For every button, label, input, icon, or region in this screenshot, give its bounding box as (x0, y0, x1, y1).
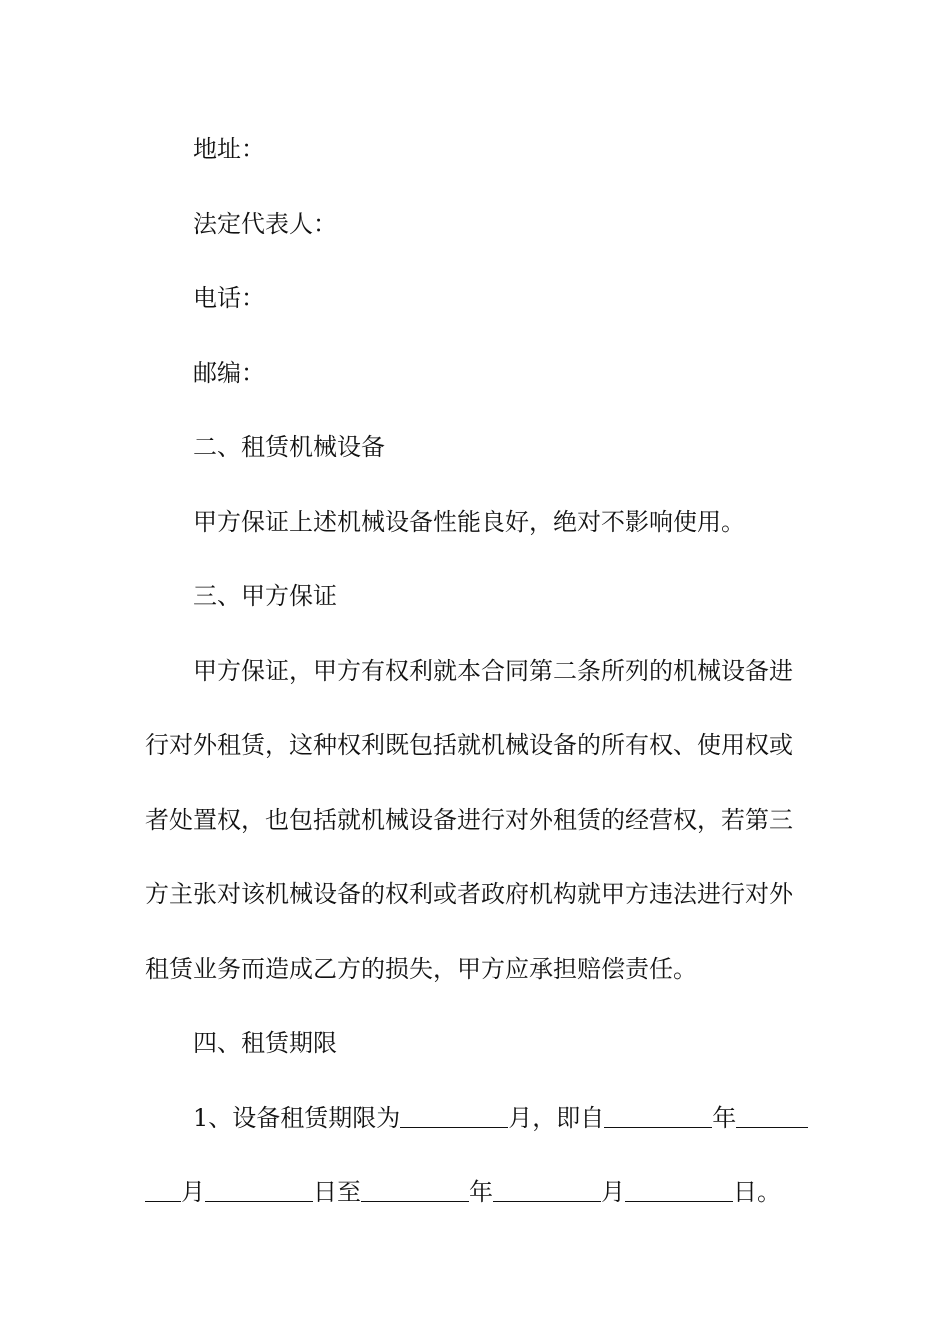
section-3-line: 甲方保证，甲方有权利就本合同第二条所列的机械设备进 (193, 656, 793, 685)
start-year-blank (604, 1105, 712, 1128)
legal-representative-label: 法定代表人： (193, 209, 337, 238)
term-month-word: 月，即自 (508, 1103, 605, 1132)
end-day-blank (625, 1179, 733, 1202)
section-3-heading: 三、甲方保证 (193, 582, 337, 610)
end-year-blank (361, 1179, 469, 1202)
section-4-heading: 四、租赁期限 (193, 1029, 337, 1057)
term-months-blank (400, 1105, 508, 1128)
end-month-blank (493, 1179, 601, 1202)
section-3-line: 行对外租赁，这种权利既包括就机械设备的所有权、使用权或 (145, 731, 793, 759)
section-2-text: 甲方保证上述机械设备性能良好，绝对不影响使用。 (193, 507, 745, 536)
address-label: 地址： (193, 135, 265, 163)
phone-label: 电话： (193, 284, 265, 312)
section-3-line: 方主张对该机械设备的权利或者政府机构就甲方违法进行对外 (145, 880, 793, 908)
document-body (145, 112, 815, 1230)
start-month-blank-part2 (145, 1179, 181, 1202)
end-month-word: 月 (601, 1178, 625, 1206)
end-year-word: 年 (469, 1178, 493, 1206)
section-3-line: 者处置权，也包括就机械设备进行对外租赁的经营权，若第三 (145, 805, 793, 834)
start-day-blank (205, 1179, 313, 1202)
postcode-label: 邮编： (193, 358, 265, 387)
start-month-word: 月 (181, 1178, 205, 1206)
start-year-word: 年 (712, 1103, 737, 1132)
start-month-blank-part1 (736, 1105, 808, 1128)
section-2-heading: 二、租赁机械设备 (193, 433, 385, 461)
term-clause-line-1 (145, 1081, 815, 1156)
term-lead-text: 1、设备租赁期限为 (193, 1103, 401, 1132)
day-to-word: 日至 (313, 1178, 361, 1206)
section-3-line: 租赁业务而造成乙方的损失，甲方应承担赔偿责任。 (145, 954, 697, 983)
term-clause-line-2 (145, 1155, 815, 1230)
end-day-word: 日。 (733, 1178, 781, 1206)
